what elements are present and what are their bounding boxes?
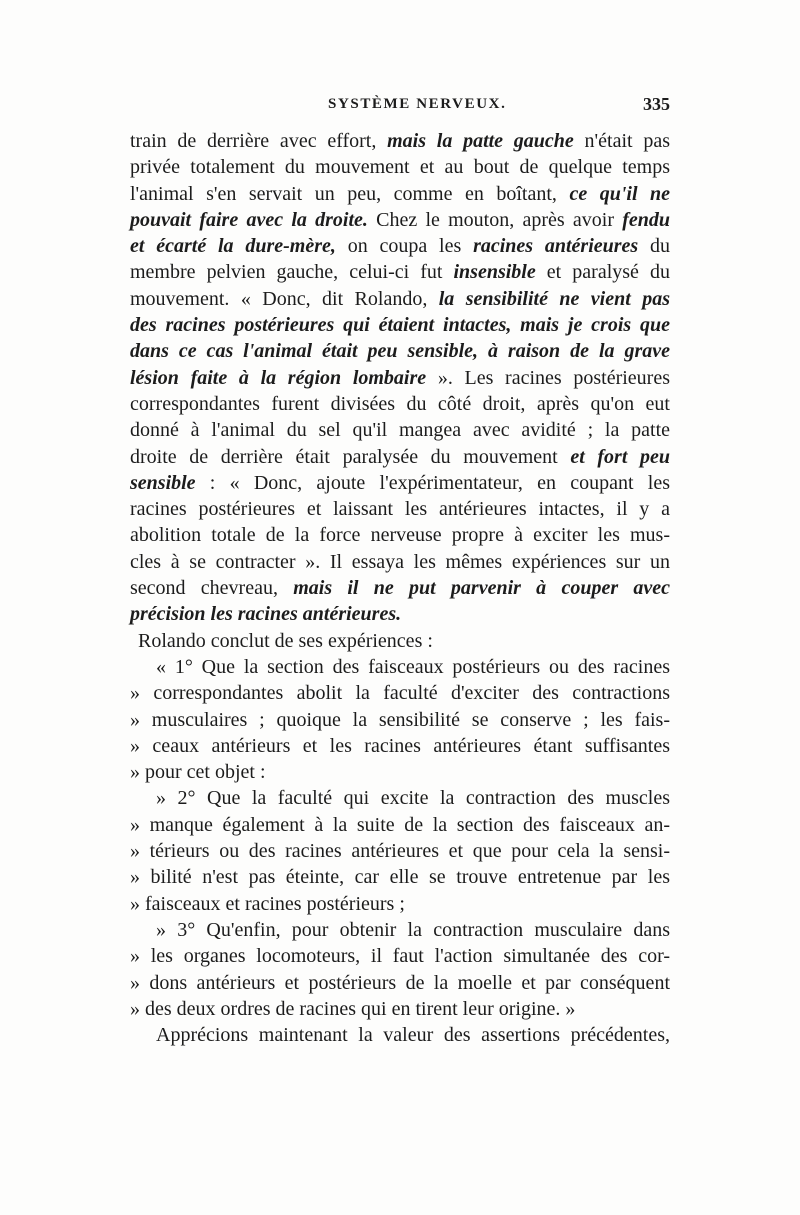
text-run: second chevreau, xyxy=(130,577,294,600)
text-line xyxy=(130,522,670,548)
text-line xyxy=(130,733,670,759)
text-line xyxy=(130,864,670,890)
text-run: » pour cet objet : xyxy=(130,761,266,784)
text-line xyxy=(130,812,670,838)
italic-text: insensible xyxy=(453,261,536,284)
running-header xyxy=(130,96,670,120)
text-run: mouvement. « Donc, dit Rolando, xyxy=(130,287,439,310)
text-run: » dons antérieurs et postérieurs de la moelle et par conséquent xyxy=(130,971,670,994)
text-run: du xyxy=(638,235,670,258)
italic-text: lésion faite à la région lombaire xyxy=(130,366,427,389)
text-line xyxy=(130,575,670,601)
italic-text: fendu xyxy=(622,208,671,231)
text-line xyxy=(130,601,670,627)
text-line xyxy=(130,628,670,654)
text-line xyxy=(130,391,670,417)
text-line xyxy=(130,233,670,259)
text-line xyxy=(130,838,670,864)
text-run: » correspondantes abolit la faculté d'exciter des contractions xyxy=(130,682,670,705)
text-line xyxy=(130,654,670,680)
text-run: » manque également à la suite de la section des faisceaux an- xyxy=(130,813,670,836)
italic-text: et fort peu xyxy=(570,445,670,468)
text-line xyxy=(130,417,670,443)
text-line xyxy=(130,996,670,1022)
text-run: » bilité n'est pas éteinte, car elle se trouve entretenue par les xyxy=(130,866,670,889)
text-run: on coupa les xyxy=(335,235,474,258)
text-run: et paralysé du xyxy=(535,261,670,284)
text-run: correspondantes furent divisées du côté droit, après qu'on eut xyxy=(130,392,670,415)
text-run: » faisceaux et racines postérieurs ; xyxy=(130,892,405,915)
italic-text: mais il ne put parvenir à couper avec xyxy=(293,577,670,600)
text-line xyxy=(130,286,670,312)
text-line xyxy=(130,207,670,233)
text-line xyxy=(130,1022,670,1048)
italic-text: mais la patte gauche xyxy=(387,130,574,152)
text-run: : « Donc, ajoute l'expérimentateur, en coupant les xyxy=(195,471,670,494)
text-run: » ceaux antérieurs et les racines antérieures étant suffisantes xyxy=(130,734,670,757)
text-line xyxy=(130,785,670,811)
italic-text: précision les racines antérieures. xyxy=(130,603,402,626)
text-line xyxy=(130,943,670,969)
text-line xyxy=(130,312,670,338)
text-run: l'animal s'en servait un peu, comme en boîtant, xyxy=(130,182,570,205)
text-run: Rolando conclut de ses expériences : xyxy=(138,629,433,652)
text-run: membre pelvien gauche, celui-ci fut xyxy=(130,261,454,284)
text-line xyxy=(130,259,670,285)
text-run: train de derrière avec effort, xyxy=(130,130,388,152)
italic-text: ce qu'il ne xyxy=(569,182,671,205)
text-line xyxy=(130,496,670,522)
text-run: donné à l'animal du sel qu'il mangea avec avidité ; la patte xyxy=(130,419,670,442)
text-run: cles à se contracter ». Il essaya les mêmes expériences sur un xyxy=(130,550,670,573)
running-title: SYSTÈME NERVEUX. xyxy=(328,96,507,112)
italic-text: des racines postérieures qui étaient intactes, mais je crois que xyxy=(130,314,670,337)
text-line xyxy=(130,470,670,496)
italic-text: et écarté la dure-mère, xyxy=(130,235,336,258)
text-line xyxy=(130,444,670,470)
text-line xyxy=(130,970,670,996)
text-line xyxy=(130,680,670,706)
text-run: » térieurs ou des racines antérieures et que pour cela la sensi- xyxy=(130,840,670,863)
text-run: droite de derrière était paralysée du mouvement xyxy=(130,445,571,468)
text-run: » des deux ordres de racines qui en tirent leur origine. » xyxy=(130,997,576,1020)
text-run: racines postérieures et laissant les antérieures intactes, il y a xyxy=(130,498,670,521)
text-run: ». Les racines postérieures xyxy=(426,366,670,389)
text-line xyxy=(130,128,670,154)
text-line xyxy=(130,338,670,364)
text-line xyxy=(130,707,670,733)
text-line xyxy=(130,181,670,207)
italic-text: pouvait faire avec la droite. xyxy=(130,208,368,231)
text-run: » les organes locomoteurs, il faut l'action simultanée des cor- xyxy=(130,945,670,968)
body-text xyxy=(130,128,670,1048)
text-run: » musculaires ; quoique la sensibilité se conserve ; les fais- xyxy=(130,708,670,731)
text-line xyxy=(130,759,670,785)
text-line xyxy=(130,891,670,917)
text-run: n'était pas xyxy=(573,130,670,152)
text-run: » 3° Qu'enfin, pour obtenir la contraction musculaire dans xyxy=(156,918,670,941)
text-run: privée totalement du mouvement et au bout de quelque temps xyxy=(130,156,670,179)
text-run: » 2° Que la faculté qui excite la contraction des muscles xyxy=(156,787,670,810)
text-line xyxy=(130,365,670,391)
italic-text: sensible xyxy=(130,471,196,494)
italic-text: dans ce cas l'animal était peu sensible, à raison de la grave xyxy=(130,340,670,363)
text-run: « 1° Que la section des faisceaux postérieurs ou des racines xyxy=(156,655,670,678)
italic-text: racines antérieures xyxy=(473,235,639,258)
page-number: 335 xyxy=(643,94,670,114)
text-line xyxy=(130,154,670,180)
text-run: abolition totale de la force nerveuse propre à exciter les mus- xyxy=(130,524,670,547)
text-run: Chez le mouton, après avoir xyxy=(367,208,623,231)
text-run: Apprécions maintenant la valeur des assertions précédentes, xyxy=(156,1024,670,1047)
text-line xyxy=(130,549,670,575)
text-line xyxy=(130,917,670,943)
italic-text: la sensibilité ne vient pas xyxy=(438,287,670,310)
